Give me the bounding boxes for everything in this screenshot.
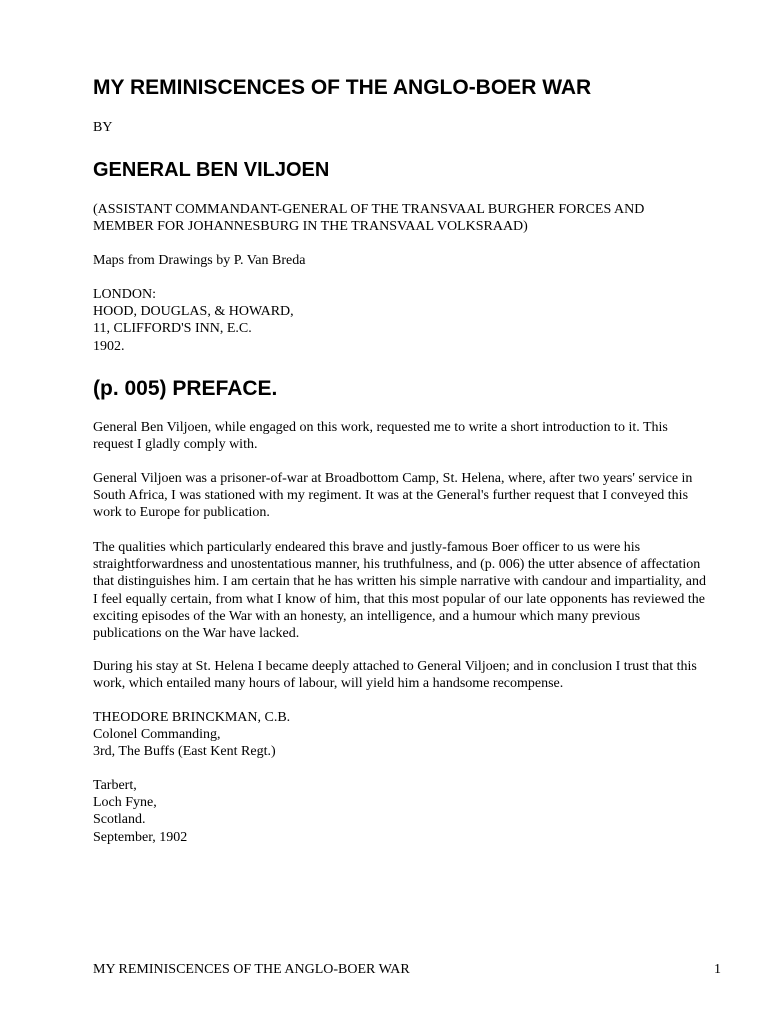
paragraph-line: General Ben Viljoen, while engaged on this work, requested me to write a short introduction to it. This (93, 420, 668, 435)
signature-line: 3rd, The Buffs (East Kent Regt.) (93, 744, 276, 760)
by-line: BY (93, 120, 113, 135)
document-title: MY REMINISCENCES OF THE ANGLO-BOER WAR (93, 76, 592, 99)
signature-line: Colonel Commanding, (93, 727, 221, 743)
paragraph-line: I feel equally certain, from what I know of him, that this most popular of our late opponents has reviewed the (93, 591, 705, 607)
paragraph-line: General Viljoen was a prisoner-of-war at Broadbottom Camp, St. Helena, where, after two years' service in (93, 471, 693, 486)
paragraph-line: request I gladly comply with. (93, 437, 258, 453)
subtitle-line: (ASSISTANT COMMANDANT-GENERAL OF THE TRANSVAAL BURGHER FORCES AND (93, 202, 645, 217)
signature-line: THEODORE BRINCKMAN, C.B. (93, 710, 291, 725)
location-line: September, 1902 (93, 829, 188, 845)
paragraph-line: During his stay at St. Helena I became deeply attached to General Viljoen; and in conclusion I trust that this (93, 659, 697, 674)
preface-heading: (p. 005) PREFACE. (93, 377, 278, 400)
paragraph-line: The qualities which particularly endeared this brave and justly-famous Boer officer to us were his (93, 540, 641, 555)
maps-credit: Maps from Drawings by P. Van Breda (93, 253, 306, 268)
paragraph-line: publications on the War have lacked. (93, 626, 300, 642)
preface-paragraph-1 (93, 419, 723, 453)
publisher-line: 11, CLIFFORD'S INN, E.C. (93, 321, 252, 337)
publisher-line: HOOD, DOUGLAS, & HOWARD, (93, 304, 294, 320)
publisher-line: LONDON: (93, 287, 156, 302)
paragraph-line: exciting episodes of the War with an honesty, an intelligence, and a humour which many previous (93, 608, 641, 624)
preface-paragraph-2 (93, 470, 723, 522)
page-number: 1 (714, 962, 721, 977)
signature-block (93, 709, 723, 761)
paragraph-line: that distinguishes him. I am certain that he has written his simple narrative with candour and impartiality, and (93, 574, 706, 590)
preface-paragraph-3 (93, 539, 723, 642)
footer-title: MY REMINISCENCES OF THE ANGLO-BOER WAR (93, 962, 410, 977)
location-line: Scotland. (93, 812, 146, 828)
paragraph-line: straightforwardness and unostentatious manner, his truthfulness, and (p. 006) the utter absence of affectation (93, 557, 701, 573)
subtitle-line: MEMBER FOR JOHANNESBURG IN THE TRANSVAAL VOLKSRAAD) (93, 219, 528, 235)
paragraph-line: South Africa, I was stationed with my regiment. It was at the General's further request that I conveyed this (93, 488, 689, 504)
location-block (93, 777, 723, 846)
publisher-line: 1902. (93, 338, 125, 354)
location-line: Loch Fyne, (93, 795, 157, 811)
location-line: Tarbert, (93, 778, 137, 793)
publisher-block (93, 286, 723, 355)
paragraph-line: work to Europe for publication. (93, 505, 270, 521)
author-subtitle (93, 201, 723, 235)
paragraph-line: work, which entailed many hours of labour, will yield him a handsome recompense. (93, 676, 564, 692)
author-name: GENERAL BEN VILJOEN (93, 159, 330, 181)
preface-paragraph-4 (93, 658, 723, 692)
